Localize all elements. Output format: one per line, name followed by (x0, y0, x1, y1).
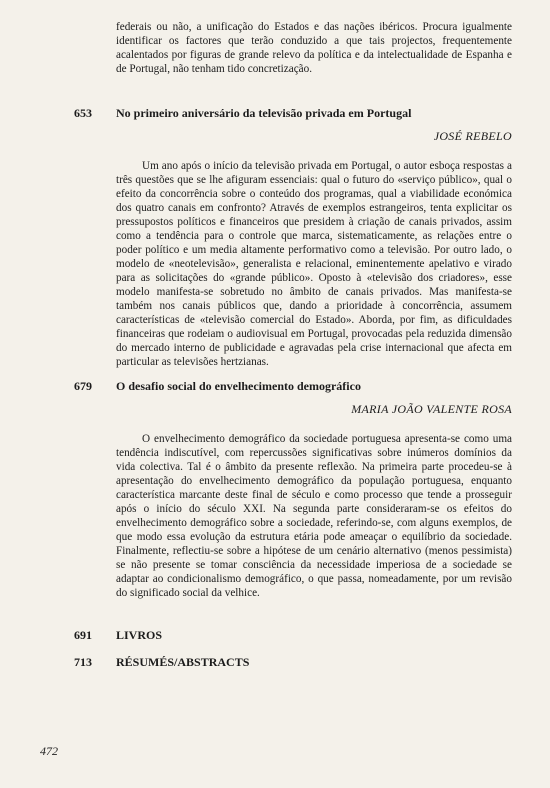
entry-abstract: O envelhecimento demográfico da sociedade portuguesa apresenta-se como uma tendência indiscutível, com repercussões significativas sobre inúmeros domínios da vida colectiva. Tal é o âmbito da presente reflexão. Na primeira parte procedeu-se à apresentação do envelhecimento demográfico da população portuguesa, enquanto característica marcante deste final de século e como processo que tende a prosseguir após o início do século XXI. Na segunda parte consideraram-se os efeitos do envelhecimento demográfico sobre a sociedade, referindo-se, com alguns exemplos, de que modo essa evolução da estrutura etária pode ameaçar o equilíbrio da sociedade. Finalmente, reflectiu-se sobre a hipótese de um cenário alternativo (menos pessimista) se não presente se tomar consciência da necessidade imperiosa de a sociedade se adaptar ao condicionalismo demográfico, o que passa, nomeadamente, por um revisão do significado social da velhice. (116, 433, 512, 599)
entry-abstract: Um ano após o início da televisão privada em Portugal, o autor esboça respostas a três questões que se lhe afiguram essenciais: qual o futuro do «serviço público», qual o efeito da concorrência sobre o conteúdo dos programas, qual a viabilidade económica dos quatro canais em confronto? Através de exemplos estrangeiros, tenta explicitar os pressupostos políticos e financeiros que presidem à criação de canais privados, assim como a tendência para o controle que marca, sistematicamente, as relações entre o poder político e um media altamente performativo como a televisão. Por outro lado, o modelo de «neotelevisão», generalista e relacional, eminentemente apelativo e virado para as solicitações do «grande público». Oposto à «televisão dos criadores», esse modelo manifesta-se sobretudo no âmbito de canais privados. Mas manifesta-se também nos canais públicos que, dando a prioridade à concorrência, assumem características de «televisão comercial do Estado». Aborda, por fim, as dificuldades financeiras que rodeiam o audiovisual em Portugal, provocadas pela reduzida dimensão do mercado interno de publicidade e agravadas pela crise internacional que afecta em particular as televisões hertzianas. (116, 160, 512, 368)
entry-heading (74, 655, 512, 671)
entry-page-number: 679 (74, 379, 92, 393)
entry-page-number: 653 (74, 106, 92, 120)
entry-page-number: 691 (74, 628, 92, 642)
entry-page-number: 713 (74, 655, 92, 669)
entry-heading (74, 379, 512, 395)
intro-block (116, 20, 512, 76)
entry-title: LIVROS (116, 628, 163, 642)
entry-heading (74, 628, 512, 644)
entry-abstract-block (116, 432, 512, 600)
page-number: 472 (40, 744, 58, 758)
entry-heading (74, 106, 512, 122)
entry-author: JOSÉ REBELO (433, 129, 512, 143)
entry-author: MARIA JOÃO VALENTE ROSA (351, 402, 512, 416)
intro-paragraph: federais ou não, a unificação do Estados e das nações ibéricos. Procura igualmente identificar os factores que terão conduzido a que tais projectos, frequentemente acalentados por figuras de grande relevo da política e da intelectualidade de Espanha e de Portugal, não tenham tido concretização. (116, 21, 512, 75)
entry-title: RÉSUMÉS/ABSTRACTS (116, 655, 250, 669)
entry-title: O desafio social do envelhecimento demográfico (116, 379, 361, 393)
entry-abstract-block (116, 159, 512, 369)
entry-title: No primeiro aniversário da televisão privada em Portugal (116, 106, 412, 120)
